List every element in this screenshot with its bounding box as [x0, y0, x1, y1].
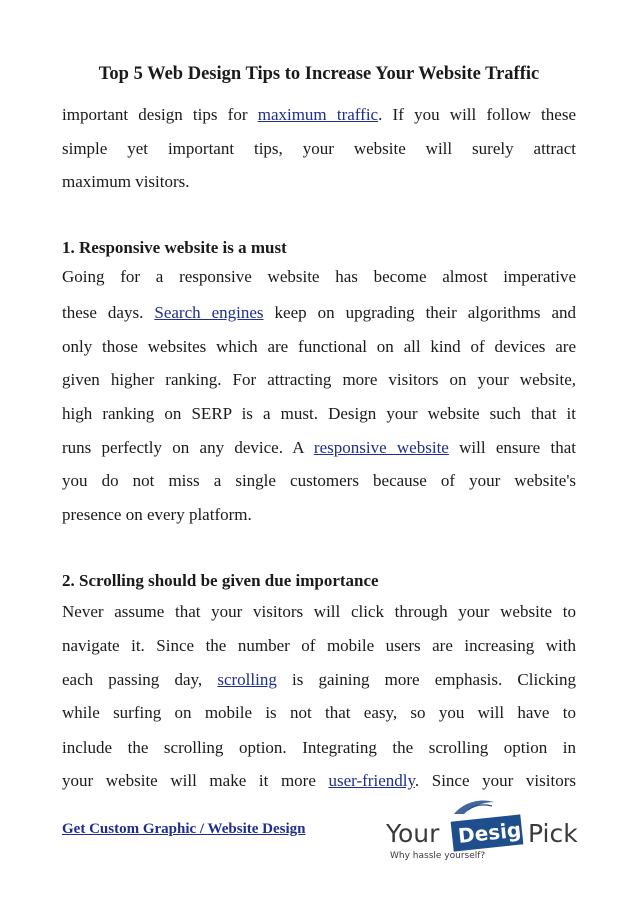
body-text: runs perfectly on any device. A	[62, 438, 314, 457]
maximum-traffic-link[interactable]: maximum traffic	[257, 105, 379, 124]
page-title: Top 5 Web Design Tips to Increase Your Website Traffic	[98, 64, 540, 84]
intro-line-1	[62, 103, 576, 127]
section-1-line-1: Going for a responsive website has become almost imperative	[62, 267, 576, 286]
section-1-line-8: presence on every platform.	[62, 505, 252, 524]
scrolling-link[interactable]: scrolling	[217, 670, 277, 689]
section-1-line-7: you do not miss a single customers because of your website's	[62, 471, 576, 490]
body-text: each passing day,	[62, 670, 218, 689]
body-text: will ensure that	[448, 438, 576, 457]
section-1-line-6	[62, 436, 576, 460]
intro-line-3: maximum visitors.	[62, 172, 190, 191]
logo-word-design: Design	[456, 815, 537, 848]
section-2-line-2: navigate it. Since the number of mobile users are increasing with	[62, 636, 576, 655]
logo-word-pick: Pick	[528, 819, 578, 848]
body-text: your website will make it more	[62, 771, 329, 790]
body-text: is gaining more emphasis. Clicking	[276, 670, 576, 689]
logo-tagline: Why hassle yourself?	[390, 851, 486, 861]
body-text: keep on upgrading their algorithms and	[263, 303, 577, 322]
section-2-line-5: include the scrolling option. Integrating the scrolling option in	[62, 738, 576, 757]
intro-text: . If you will follow these	[378, 105, 576, 124]
responsive-website-link[interactable]: responsive website	[313, 438, 449, 457]
logo-word-your: Your	[386, 819, 440, 848]
user-friendly-link[interactable]: user-friendly	[328, 771, 415, 790]
intro-line-2: simple yet important tips, your website will surely attract	[62, 139, 576, 158]
section-2-line-3	[62, 668, 576, 692]
intro-text: important design tips for	[62, 105, 258, 124]
section-2-line-1: Never assume that your visitors will click through your website to	[62, 602, 576, 621]
section-1-heading: 1. Responsive website is a must	[62, 238, 287, 257]
section-1-line-4: given higher ranking. For attracting more visitors on your website,	[62, 370, 576, 389]
section-2-line-6	[62, 769, 576, 793]
custom-design-footer-link[interactable]: Get Custom Graphic / Website Design	[62, 821, 306, 837]
section-1-line-3: only those websites which are functional on all kind of devices are	[62, 337, 576, 356]
section-1-line-5: high ranking on SERP is a must. Design your website such that it	[62, 404, 576, 423]
body-text: these days.	[62, 303, 155, 322]
section-2-heading: 2. Scrolling should be given due importance	[62, 571, 379, 590]
body-text: . Since your visitors	[414, 771, 576, 790]
your-design-pick-logo	[384, 796, 580, 866]
section-2-line-4: while surfing on mobile is not that easy, so you will have to	[62, 703, 576, 722]
search-engines-link[interactable]: Search engines	[154, 303, 264, 322]
section-1-line-2	[62, 301, 576, 325]
